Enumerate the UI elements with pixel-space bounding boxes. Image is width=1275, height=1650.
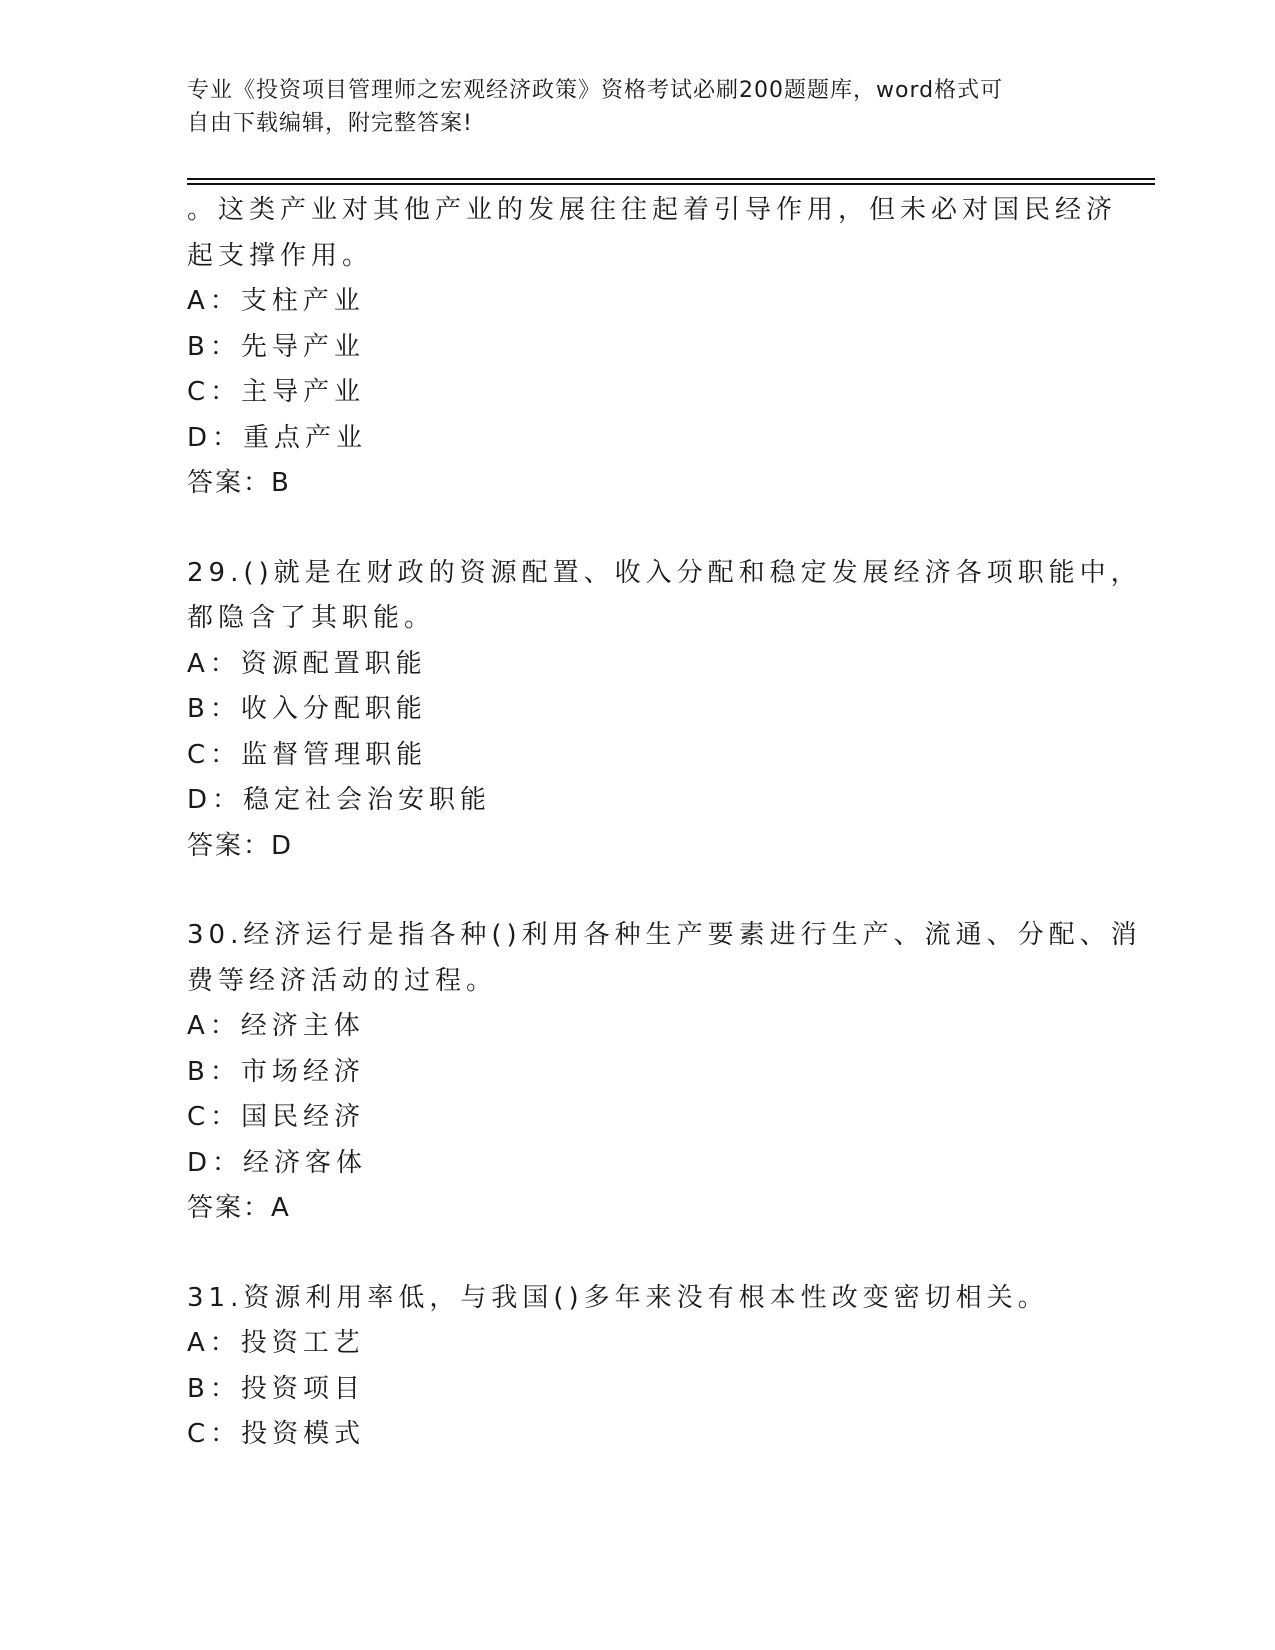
question-text: 都隐含了其职能。 (187, 603, 436, 633)
option-d: D：重点产业 (187, 422, 368, 453)
option-b: B：收入分配职能 (187, 694, 427, 724)
answer-line: 答案：A (187, 1193, 291, 1223)
question-text: 31.资源利用率低，与我国()多年来没有根本性改变密切相关。 (187, 1282, 1049, 1313)
option-a: A：资源配置职能 (187, 648, 427, 679)
option-b: B：投资项目 (187, 1373, 365, 1404)
option-c: C：主导产业 (187, 377, 366, 407)
option-c: C：监督管理职能 (187, 739, 428, 770)
question-text: 。这类产业对其他产业的发展往往起着引导作用，但未必对国民经济 (187, 195, 1118, 225)
header-line-1: 专业《投资项目管理师之宏观经济政策》资格考试必刷200题题库，word格式可 (187, 78, 1004, 103)
question-text: 费等经济活动的过程。 (187, 965, 498, 996)
spacer (187, 507, 1087, 551)
answer-line: 答案：D (187, 830, 294, 861)
option-d: D：稳定社会治安职能 (187, 785, 492, 815)
spacer (187, 869, 1087, 913)
header-divider-top (187, 178, 1155, 180)
option-a: A：支柱产业 (187, 286, 365, 316)
header-line-2: 自由下载编辑，附完整答案! (187, 111, 473, 136)
option-c: C：投资模式 (187, 1419, 366, 1449)
answer-line: 答案：B (187, 468, 291, 498)
question-29 (187, 551, 1142, 870)
option-b: B：市场经济 (187, 1056, 365, 1087)
question-text: 30.经济运行是指各种()利用各种生产要素进行生产、流通、分配、消 (187, 920, 1142, 950)
question-31 (187, 1276, 1087, 1458)
option-a: A：投资工艺 (187, 1328, 365, 1358)
option-b: B：先导产业 (187, 331, 365, 362)
option-c: C：国民经济 (187, 1102, 366, 1132)
spacer (187, 1232, 1087, 1276)
option-d: D：经济客体 (187, 1147, 368, 1178)
document-header (187, 74, 1067, 140)
question-30 (187, 913, 1142, 1232)
header-divider-bottom (187, 183, 1155, 185)
question-text: 起支撑作用。 (187, 240, 374, 271)
question-list (187, 188, 1142, 1458)
question-text: 29.()就是在财政的资源配置、收入分配和稳定发展经济各项职能中， (187, 557, 1142, 588)
question-28 (187, 188, 1118, 507)
option-a: A：经济主体 (187, 1011, 365, 1041)
